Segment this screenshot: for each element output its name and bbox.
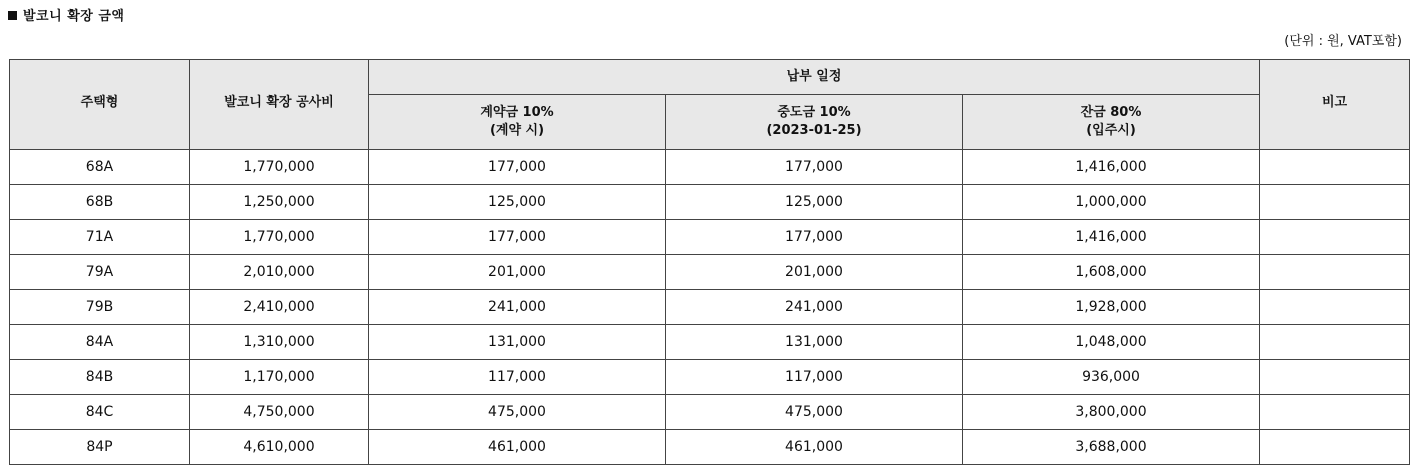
cell-deposit: 177,000 [369, 150, 666, 185]
cell-cost: 2,010,000 [190, 255, 369, 290]
cell-type: 84P [10, 430, 190, 465]
cell-deposit: 131,000 [369, 325, 666, 360]
header-type: 주택형 [10, 60, 190, 150]
cell-note [1260, 325, 1410, 360]
table-row [10, 325, 1410, 360]
cell-note [1260, 360, 1410, 395]
cell-interim: 475,000 [666, 395, 963, 430]
table-row [10, 360, 1410, 395]
cell-interim: 461,000 [666, 430, 963, 465]
cell-interim: 117,000 [666, 360, 963, 395]
cell-interim: 125,000 [666, 185, 963, 220]
cell-note [1260, 290, 1410, 325]
cell-cost: 4,610,000 [190, 430, 369, 465]
cell-interim: 177,000 [666, 150, 963, 185]
header-balance-line2: (입주시) [1086, 123, 1136, 138]
header-deposit-line2: (계약 시) [489, 123, 545, 138]
cell-type: 84B [10, 360, 190, 395]
cell-cost: 1,770,000 [190, 150, 369, 185]
cell-deposit: 117,000 [369, 360, 666, 395]
section-title [8, 5, 124, 24]
cell-balance: 936,000 [963, 360, 1260, 395]
table-row [10, 290, 1410, 325]
header-deposit [369, 95, 666, 150]
cell-balance: 1,608,000 [963, 255, 1260, 290]
cell-note [1260, 185, 1410, 220]
cell-interim: 201,000 [666, 255, 963, 290]
table-row [10, 220, 1410, 255]
cell-type: 71A [10, 220, 190, 255]
cell-balance: 3,800,000 [963, 395, 1260, 430]
cell-note [1260, 395, 1410, 430]
cell-cost: 1,250,000 [190, 185, 369, 220]
header-cost: 발코니 확장 공사비 [190, 60, 369, 150]
cell-deposit: 125,000 [369, 185, 666, 220]
header-interim-line2: (2023-01-25) [766, 123, 862, 138]
cell-interim: 241,000 [666, 290, 963, 325]
cell-balance: 1,416,000 [963, 150, 1260, 185]
table-row [10, 185, 1410, 220]
header-interim [666, 95, 963, 150]
cell-type: 68A [10, 150, 190, 185]
cell-deposit: 461,000 [369, 430, 666, 465]
cell-cost: 4,750,000 [190, 395, 369, 430]
header-interim-line1: 중도금 10% [777, 105, 851, 120]
cell-type: 79B [10, 290, 190, 325]
cell-interim: 177,000 [666, 220, 963, 255]
header-balance-line1: 잔금 80% [1080, 105, 1142, 120]
table-row [10, 395, 1410, 430]
cell-deposit: 475,000 [369, 395, 666, 430]
cell-cost: 1,310,000 [190, 325, 369, 360]
cell-deposit: 177,000 [369, 220, 666, 255]
cell-interim: 131,000 [666, 325, 963, 360]
header-schedule: 납부 일정 [369, 60, 1260, 95]
unit-note: (단위 : 원, VAT포함) [1284, 34, 1402, 49]
header-note: 비고 [1260, 60, 1410, 150]
square-bullet-icon [8, 11, 17, 20]
section-title-text: 발코니 확장 금액 [23, 9, 125, 24]
cell-note [1260, 430, 1410, 465]
table-row [10, 150, 1410, 185]
table-row [10, 430, 1410, 465]
cell-balance: 1,928,000 [963, 290, 1260, 325]
cell-balance: 1,416,000 [963, 220, 1260, 255]
header-balance [963, 95, 1260, 150]
cell-type: 84A [10, 325, 190, 360]
cell-note [1260, 220, 1410, 255]
balcony-expansion-cost-table [9, 59, 1410, 465]
header-row-top [10, 60, 1410, 95]
cell-cost: 1,770,000 [190, 220, 369, 255]
table-row [10, 255, 1410, 290]
cell-type: 79A [10, 255, 190, 290]
cell-note [1260, 150, 1410, 185]
cell-deposit: 241,000 [369, 290, 666, 325]
cell-deposit: 201,000 [369, 255, 666, 290]
cell-type: 68B [10, 185, 190, 220]
cell-type: 84C [10, 395, 190, 430]
cell-note [1260, 255, 1410, 290]
cell-cost: 1,170,000 [190, 360, 369, 395]
cell-cost: 2,410,000 [190, 290, 369, 325]
cell-balance: 3,688,000 [963, 430, 1260, 465]
cell-balance: 1,000,000 [963, 185, 1260, 220]
header-deposit-line1: 계약금 10% [480, 105, 554, 120]
cell-balance: 1,048,000 [963, 325, 1260, 360]
